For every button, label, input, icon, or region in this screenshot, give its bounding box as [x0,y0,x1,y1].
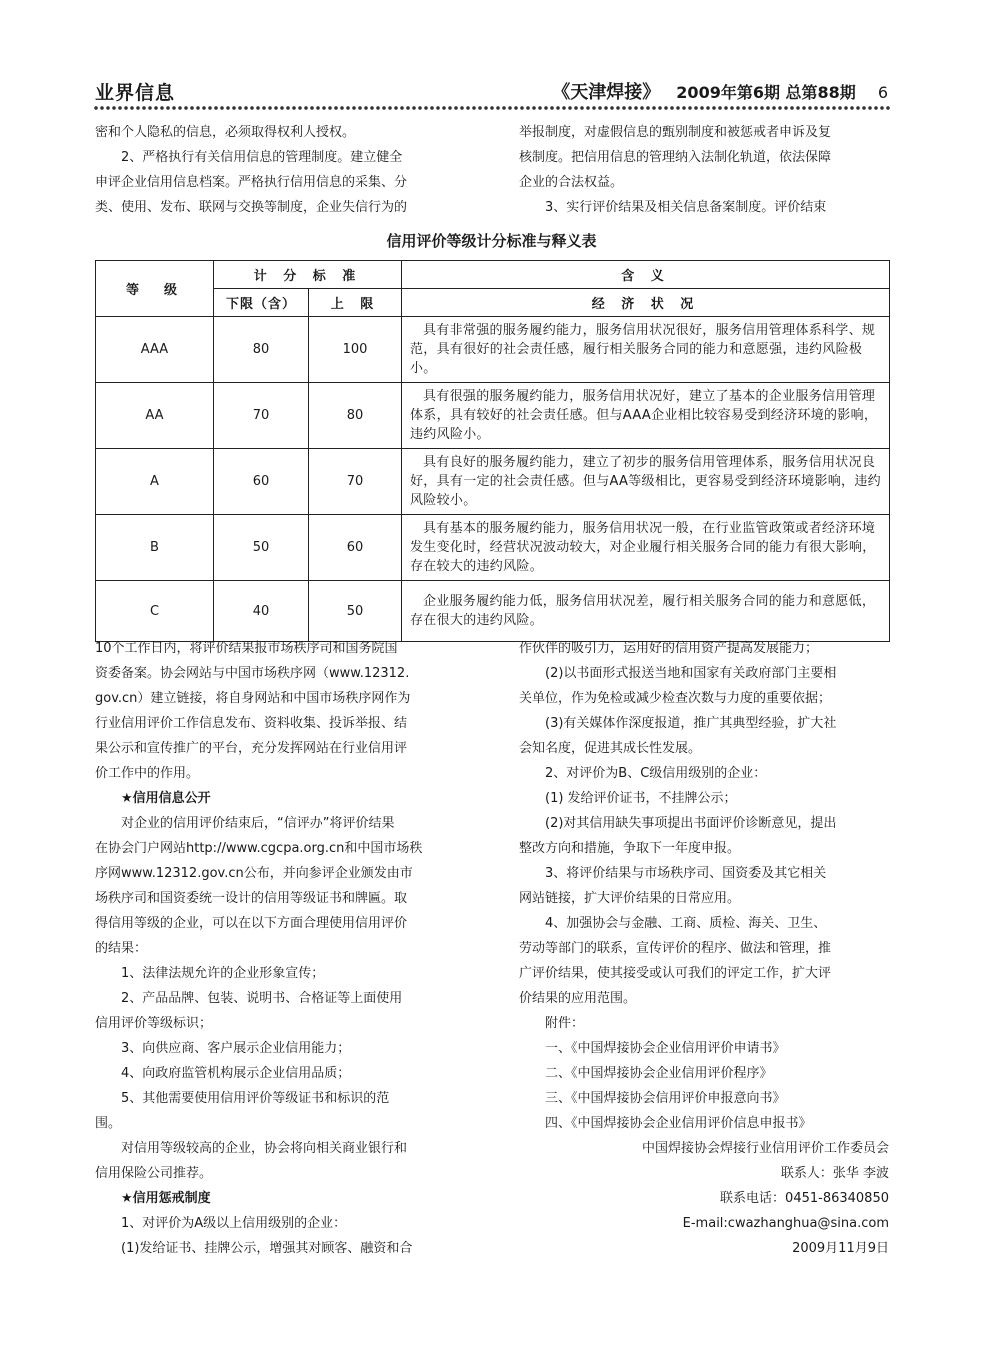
list-item: 5、其他需要使用信用评价等级证书和标识的范 [121,1091,390,1106]
list-item: (2)对其信用缺失事项提出书面评价诊断意见，提出 [545,816,837,831]
paragraph-line: 价结果的应用范围。 [519,991,637,1006]
paragraph-line: 围。 [95,1116,122,1131]
credit-rating-table [95,260,890,642]
header-score: 计 分 标 准 [214,261,402,289]
table-row [96,581,890,642]
paragraph-line: 的结果： [95,941,148,956]
journal-info [552,78,888,104]
paragraph-line: 场秩序司和国资委统一设计的信用等级证书和牌匾。取 [95,891,408,906]
grade-cell: C [96,581,214,642]
paragraph-line: 在协会门户网站http://www.cgcpa.org.cn和中国市场秩 [95,841,423,856]
paragraph-line: 资委备案。协会网站与中国市场秩序网（www.12312. [95,666,410,681]
upper-cell: 50 [309,581,402,642]
grade-cell: AAA [96,317,214,383]
contact-email: E-mail:cwazhanghua@sina.com [682,1216,889,1231]
lower-cell: 80 [214,317,309,383]
paragraph-line: 申评企业信用信息档案。严格执行信用信息的采集、分 [95,175,408,190]
desc-cell: 具有很强的服务履约能力，服务信用状况好，建立了基本的企业服务信用管理体系，具有较好的社会责任感。但与AAA企业相比较容易受到经济环境的影响，违约风险小。 [402,383,890,449]
attachment-item: 二、《中国焊接协会企业信用评价程序》 [545,1066,773,1081]
table-row [96,317,890,383]
paragraph-line: 会知名度，促进其成长性发展。 [519,741,702,756]
paragraph-line: 信用评价等级标识； [95,1016,213,1031]
grade-cell: A [96,449,214,515]
header-lower: 下限（含） [214,289,309,317]
paragraph-line: 价工作中的作用。 [95,766,200,781]
upper-cell: 60 [309,515,402,581]
table-subheader-row [96,289,890,317]
paragraph-line: 3、实行评价结果及相关信息备案制度。评价结束 [545,200,827,215]
paragraph-line: 果公示和宣传推广的平台，充分发挥网站在行业信用评 [95,741,408,756]
list-item: 3、向供应商、客户展示企业信用能力； [121,1041,351,1056]
left-column [95,636,470,1261]
paragraph-line: 关单位，作为免检或减少检查次数与力度的重要依据； [519,691,832,706]
paragraph-line: gov.cn）建立链接，将自身网站和中国市场秩序网作为 [95,691,411,706]
header-meaning: 含 义 [402,261,890,289]
journal-name: 《天津焊接》 [552,82,661,103]
paragraph-line: 序网www.12312.gov.cn公布，并向参评企业颁发由市 [95,866,413,881]
paragraph-line: 劳动等部门的联系，宣传评价的程序、做法和管理，推 [519,941,832,956]
list-item: 1、对评价为A级以上信用级别的企业： [121,1216,347,1231]
paragraph-line: 信用保险公司推荐。 [95,1166,213,1181]
paragraph-line: 核制度。把信用信息的管理纳入法制化轨道，依法保障 [519,150,832,165]
paragraph-line: 类、使用、发布、联网与交换等制度，企业失信行为的 [95,200,408,215]
list-item: 1、法律法规允许的企业形象宣传； [121,966,325,981]
organization-name: 中国焊接协会焊接行业信用评价工作委员会 [641,1141,889,1156]
paragraph-line: 对企业的信用评价结束后，“信评办”将评价结果 [121,816,395,831]
list-item: (1) 发给评价证书，不挂牌公示； [545,791,737,806]
attachment-item: 一、《中国焊接协会企业信用评价申请书》 [545,1041,786,1056]
paragraph-line: 行业信用评价工作信息发布、资料收集、投诉举报、结 [95,716,408,731]
list-item: 4、加强协会与金融、工商、质检、海关、卫生、 [545,916,827,931]
list-item: (3)有关媒体作深度报道，推广其典型经验，扩大社 [545,716,837,731]
section-heading: ★信用信息公开 [121,791,211,806]
upper-cell: 100 [309,317,402,383]
attachment-item: 四、《中国焊接协会企业信用评价信息申报书》 [545,1116,812,1131]
upper-cell: 80 [309,383,402,449]
lower-cell: 60 [214,449,309,515]
list-item: 4、向政府监管机构展示企业信用品质； [121,1066,351,1081]
paragraph-line: 整改方向和措施，争取下一年度申报。 [519,841,741,856]
list-item: 3、将评价结果与市场秩序司、国资委及其它相关 [545,866,827,881]
table-row [96,383,890,449]
lower-cell: 40 [214,581,309,642]
table-row [96,515,890,581]
section-title: 业界信息 [95,82,176,104]
paragraph-line: 10个工作日内，将评价结果报市场秩序司和国务院国 [95,641,398,656]
paragraph-line: 密和个人隐私的信息，必须取得权利人授权。 [95,125,356,140]
header-grade: 等 级 [96,261,214,317]
attachment-item: 三、《中国焊接协会信用评价申报意向书》 [545,1091,786,1106]
header-divider [93,104,890,112]
lower-cell: 50 [214,515,309,581]
desc-cell: 具有非常强的服务履约能力，服务信用状况很好，服务信用管理体系科学、规范，具有很好的社会责任感，履行相关服务合同的能力和意愿强，违约风险极小。 [402,317,890,383]
paragraph-line: 作伙伴的吸引力，运用好的信用资产提高发展能力； [519,641,819,656]
top-right-text [519,120,889,220]
contact-person: 联系人：张华 李波 [780,1166,889,1181]
paragraph-line: 网站链接，扩大评价结果的日常应用。 [519,891,741,906]
list-item: 2、对评价为B、C级信用级别的企业： [545,766,767,781]
grade-cell: AA [96,383,214,449]
issue-info: 2009年第6期 总第88期 [676,83,856,102]
lower-cell: 70 [214,383,309,449]
table-row [96,449,890,515]
contact-phone: 联系电话：0451-86340850 [720,1191,889,1206]
table-title: 信用评价等级计分标准与释义表 [386,232,597,250]
top-left-text [95,120,465,220]
grade-cell: B [96,515,214,581]
desc-cell: 企业服务履约能力低，服务信用状况差，履行相关服务合同的能力和意愿低，存在很大的违约风险。 [402,581,890,642]
document-date: 2009月11月9日 [792,1241,889,1256]
desc-cell: 具有基本的服务履约能力，服务信用状况一般，在行业监管政策或者经济环境发生变化时，经营状况波动较大，对企业履行相关服务合同的能力有很大影响，存在较大的违约风险。 [402,515,890,581]
table-header-row [96,261,890,289]
section-heading: ★信用惩戒制度 [121,1191,211,1206]
list-item: (1)发给证书、挂牌公示，增强其对顾客、融资和合 [121,1241,413,1256]
paragraph-line: 广评价结果，使其接受或认可我们的评定工作，扩大评 [519,966,832,981]
desc-cell: 具有良好的服务履约能力，建立了初步的服务信用管理体系，服务信用状况良好，具有一定的社会责任感。但与AA等级相比，更容易受到经济环境影响，违约风险较小。 [402,449,890,515]
page-number: 6 [877,83,888,102]
header-econ: 经 济 状 况 [402,289,890,317]
list-item: 2、产品品牌、包装、说明书、合格证等上面使用 [121,991,403,1006]
paragraph-line: 企业的合法权益。 [519,175,624,190]
paragraph-line: 2、严格执行有关信用信息的管理制度。建立健全 [121,150,403,165]
paragraph-line: 对信用等级较高的企业，协会将向相关商业银行和 [121,1141,408,1156]
right-column [519,636,889,1261]
header-upper: 上 限 [309,289,402,317]
list-item: (2)以书面形式报送当地和国家有关政府部门主要相 [545,666,837,681]
paragraph-line: 举报制度，对虚假信息的甄别制度和被惩戒者申诉及复 [519,125,832,140]
paragraph-line: 得信用等级的企业，可以在以下方面合理使用信用评价 [95,916,408,931]
upper-cell: 70 [309,449,402,515]
attachments-label: 附件： [545,1016,585,1031]
